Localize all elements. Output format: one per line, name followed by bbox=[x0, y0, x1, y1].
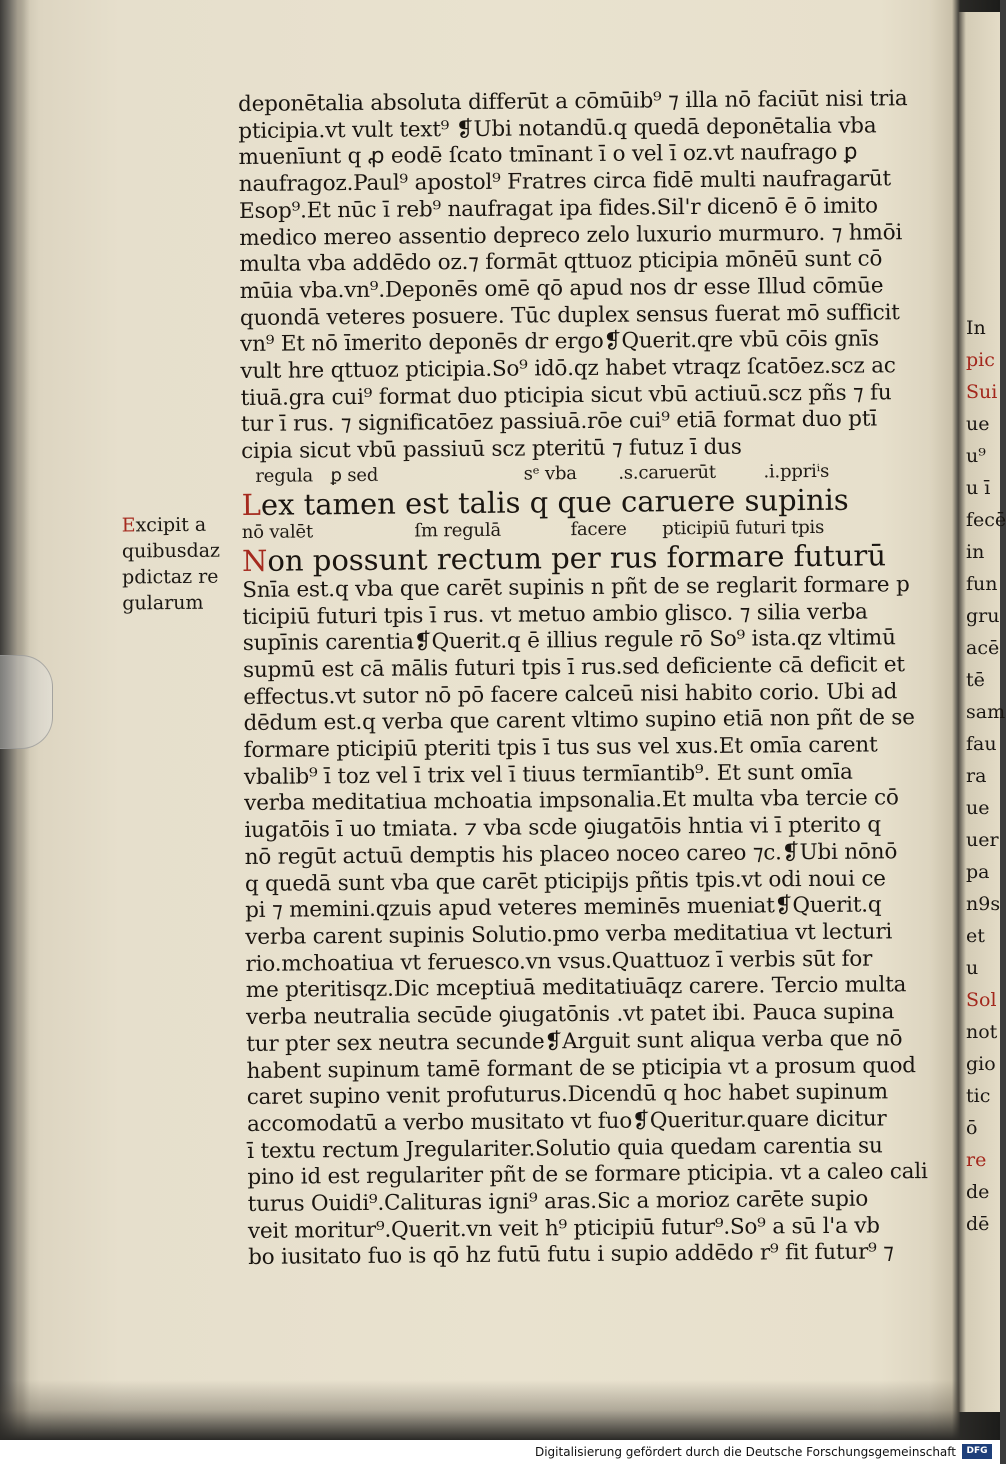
text-line: cipia sicut vbū passiuū scz pteritū ⁊ futuz ī dus bbox=[241, 434, 742, 465]
facing-page-fragment: et bbox=[966, 925, 985, 947]
text-line: vult hre qttuoz pticipia.So⁹ idō.qz habet vtraqz ſcatōez.scz ac bbox=[240, 353, 896, 385]
dfg-logo: DFG bbox=[962, 1444, 992, 1459]
facing-page-text bbox=[958, 312, 1006, 1240]
text-line: iugatōis ī uo tmiata. ⁊ vba scde ꝯiugatōis hntia vi ī pterito q bbox=[244, 812, 881, 844]
facing-page-fragment: u⁹ bbox=[966, 445, 986, 467]
facing-page-fragment: u bbox=[966, 957, 979, 979]
facing-page-fragment: tic bbox=[966, 1085, 991, 1107]
text-line: tiuā.gra cui⁹ format duo pticipia sicut vbū actiuū.scz pñs ⁊ fu bbox=[240, 380, 892, 411]
gloss-word: facere bbox=[570, 518, 627, 540]
gloss-word: .i.ppriⁱs bbox=[763, 460, 830, 483]
text-line: caret supino venit profuturus.Dicendū q hoc habet supinum bbox=[246, 1079, 888, 1111]
verse-initial: N bbox=[241, 543, 268, 578]
facing-page-fragment: re bbox=[966, 1149, 987, 1171]
verse-initial: L bbox=[241, 487, 262, 522]
verse-line-1 bbox=[241, 482, 909, 522]
gloss-word: nō valēt bbox=[241, 521, 314, 543]
verse-text: on possunt rectum per rus formare futurū bbox=[267, 538, 887, 578]
text-line: habent supinum tamē formant de se pticipia vt a prosum quod bbox=[246, 1052, 916, 1084]
facing-page-fragment: in bbox=[966, 541, 985, 563]
text-line: verba meditatiua mchoatia impsonalia.Et multa vba tercie cō bbox=[244, 785, 899, 817]
facing-page-fragment: fun bbox=[966, 573, 998, 595]
text-line: verba neutralia secūde ꝯiugatōnis .vt patet ibi. Pauca supina bbox=[245, 999, 895, 1031]
verse-text: ex tamen est talis q que caruere supinis bbox=[260, 482, 849, 522]
text-line: pi ⁊ memini.qzuis apud veteres meminēs mueniat❡Querit.q bbox=[245, 892, 882, 924]
facing-page-fragment: dē bbox=[966, 1213, 990, 1235]
facing-page-fragment: ō bbox=[966, 1117, 978, 1139]
facing-page-fragment: acē bbox=[966, 637, 1000, 659]
text-line: deponētalia absoluta differūt a cōmūib⁹ ⁊ illa nō faciūt nisi tria bbox=[238, 86, 908, 117]
margin-note-line: Excipit a bbox=[121, 513, 207, 537]
facing-page-fragment: tē bbox=[966, 669, 985, 691]
facing-page-fragment: not bbox=[966, 1021, 998, 1043]
text-line: medico mereo assentio depreco zelo luxurio murmuro. ⁊ hmōi bbox=[239, 219, 903, 251]
main-text-block bbox=[238, 86, 928, 1272]
facing-page-fragment: fecē bbox=[966, 509, 1006, 531]
facing-page-fragment: In bbox=[966, 317, 986, 339]
text-line: me pteritisqz.Dic mceptiuā meditatiuāqz carere. Tercio multa bbox=[245, 972, 907, 1004]
text-line: q quedā sunt vba que carēt pticipijs pñtis tpis.vt odi noui ce bbox=[244, 865, 886, 897]
text-line: nō regūt actuū demptis his placeo noceo careo ⁊c.❡Ubi nōnō bbox=[244, 839, 898, 870]
text-line: tur ī rus. ⁊ significatōez passiuā.rōe cui⁹ etiā format duo ptī bbox=[240, 406, 878, 438]
facing-page-fragment: de bbox=[966, 1181, 990, 1203]
facing-page-fragment: ra bbox=[966, 765, 987, 787]
text-line: vbalib⁹ ī toz vel ī trix vel ī tiuus termīantib⁹. Et sunt omīa bbox=[243, 759, 853, 790]
text-line: accomodatū a verbo musitato vt fuo❡Queritur.quare dicitur bbox=[246, 1106, 887, 1137]
margin-note bbox=[122, 512, 235, 617]
text-line: rio.mchoatiua vt feruesco.vn vsus.Quattuoz ī verbis sūt for bbox=[245, 946, 873, 977]
text-line: formare pticipiū pteriti tpis ī tus sus vel xus.Et omīa carent bbox=[243, 732, 878, 764]
facing-page-fragment: ue bbox=[966, 413, 990, 435]
footer-bar bbox=[0, 1440, 1000, 1464]
text-line: ī textu rectum Jregulariter.Solutio quia quedam carentia su bbox=[247, 1133, 883, 1164]
text-line: tur pter sex neutra secunde❡Arguit sunt aliqua verba que nō bbox=[246, 1026, 903, 1057]
margin-note-line: pdictaz re bbox=[122, 565, 219, 589]
gloss-word: ꝑ sed bbox=[330, 464, 379, 487]
text-line: verba carent supinis Solutio.pmo verba meditatiua vt lecturi bbox=[245, 919, 893, 950]
gloss-word: sᵉ vba bbox=[523, 462, 577, 485]
text-line: bo iusitato fuo is qō hz futū futu i supio addēdo r⁹ fit futur⁹ ⁊ bbox=[248, 1239, 894, 1271]
page-bottom-shadow bbox=[0, 1380, 960, 1440]
funding-credit: Digitalisierung gefördert durch die Deutsche Forschungsgemeinschaft bbox=[534, 1445, 956, 1459]
facing-page-fragment: gru bbox=[966, 605, 1000, 627]
text-line: dēdum est.q verba que carent vltimo supino etiā non pñt de se bbox=[243, 705, 915, 737]
facing-page-fragment: n9s bbox=[966, 893, 1001, 915]
facing-page-edge bbox=[958, 12, 1006, 1412]
facing-page-fragment: pic bbox=[966, 349, 995, 371]
facing-page-fragment: ue bbox=[966, 797, 990, 819]
text-line: supmū est cā mālis futuri tpis ī rus.sed deficiente cā deficit et bbox=[242, 652, 905, 683]
commentary-top bbox=[238, 86, 909, 466]
facing-page-fragment: gio bbox=[966, 1053, 996, 1075]
text-line: multa vba addēdo oz.⁊ formāt qttuoz pticipia mōnēū sunt cō bbox=[239, 246, 883, 278]
text-line: naufragoz.Paul⁹ apostol⁹ Fratres circa fidē multi naufragarūt bbox=[238, 166, 892, 198]
facing-page-fragment: uer bbox=[966, 829, 999, 851]
facing-page-fragment: fau bbox=[966, 733, 997, 755]
text-line: vn⁹ Et nō īmerito deponēs dr ergo❡Querit.qre vbū cōis gnīs bbox=[240, 326, 879, 358]
gloss-word: regula bbox=[255, 465, 314, 487]
text-line: pino id est regulariter pñt de se formare pticipia. vt a caleo cali bbox=[247, 1159, 928, 1191]
text-line: veit moritur⁹.Querit.vn veit h⁹ pticipiū futur⁹.So⁹ a sū l'a vb bbox=[247, 1213, 880, 1244]
page-clip bbox=[0, 655, 53, 749]
text-line: ticipiū futuri tpis ī rus. vt metuo ambio glisco. ⁊ silia verba bbox=[242, 599, 868, 630]
gloss-word: ſm regulā bbox=[414, 519, 502, 542]
facing-page-fragment: pa bbox=[966, 861, 990, 883]
text-line: mūia vba.vn⁹.Deponēs omē qō apud nos dr esse Illud cōmūe bbox=[239, 273, 884, 304]
text-line: pticipia.vt vult text⁹ ❡Ubi notandū.q quedā deponētalia vba bbox=[238, 113, 877, 144]
text-line: effectus.vt sutor nō pō facere calceū nisi habito corio. Ubi ad bbox=[243, 678, 898, 710]
facing-page-fragment: Sol bbox=[966, 989, 997, 1011]
facing-page-fragment: sam bbox=[966, 701, 1006, 723]
facing-page-fragment: u ī bbox=[966, 477, 991, 499]
gloss-word: .s.caruerūt bbox=[618, 461, 716, 484]
gloss-word: pticipiū futuri tpis bbox=[662, 516, 825, 540]
text-line: turus Ouidi⁹.Calituras igni⁹ aras.Sic a morioz carēte supio bbox=[247, 1186, 869, 1217]
text-line: Snīa est.q vba que carēt supinis n pñt de se reglarit formare p bbox=[242, 572, 910, 603]
facing-page-fragment: Sui bbox=[966, 381, 998, 403]
verse-line-2 bbox=[242, 538, 910, 578]
text-line: supīnis carentia❡Querit.q ē illius regule rō So⁹ ista.qz vltimū bbox=[242, 625, 896, 657]
text-line: muenīunt q ꝓ eodē ſcato tmīnant ī o vel ī oz.vt naufrago ꝑ bbox=[238, 140, 858, 171]
text-line: quondā veteres posuere. Tūc duplex sensus fuerat mō sufficit bbox=[239, 299, 900, 331]
text-line: Esop⁹.Et nūc ī reb⁹ naufragat ipa fides.Sil'r dicenō ē ō imito bbox=[238, 193, 878, 224]
margin-note-line: quibusdaz bbox=[121, 539, 221, 563]
commentary-bottom bbox=[242, 572, 928, 1272]
margin-note-line: gularum bbox=[122, 591, 204, 615]
